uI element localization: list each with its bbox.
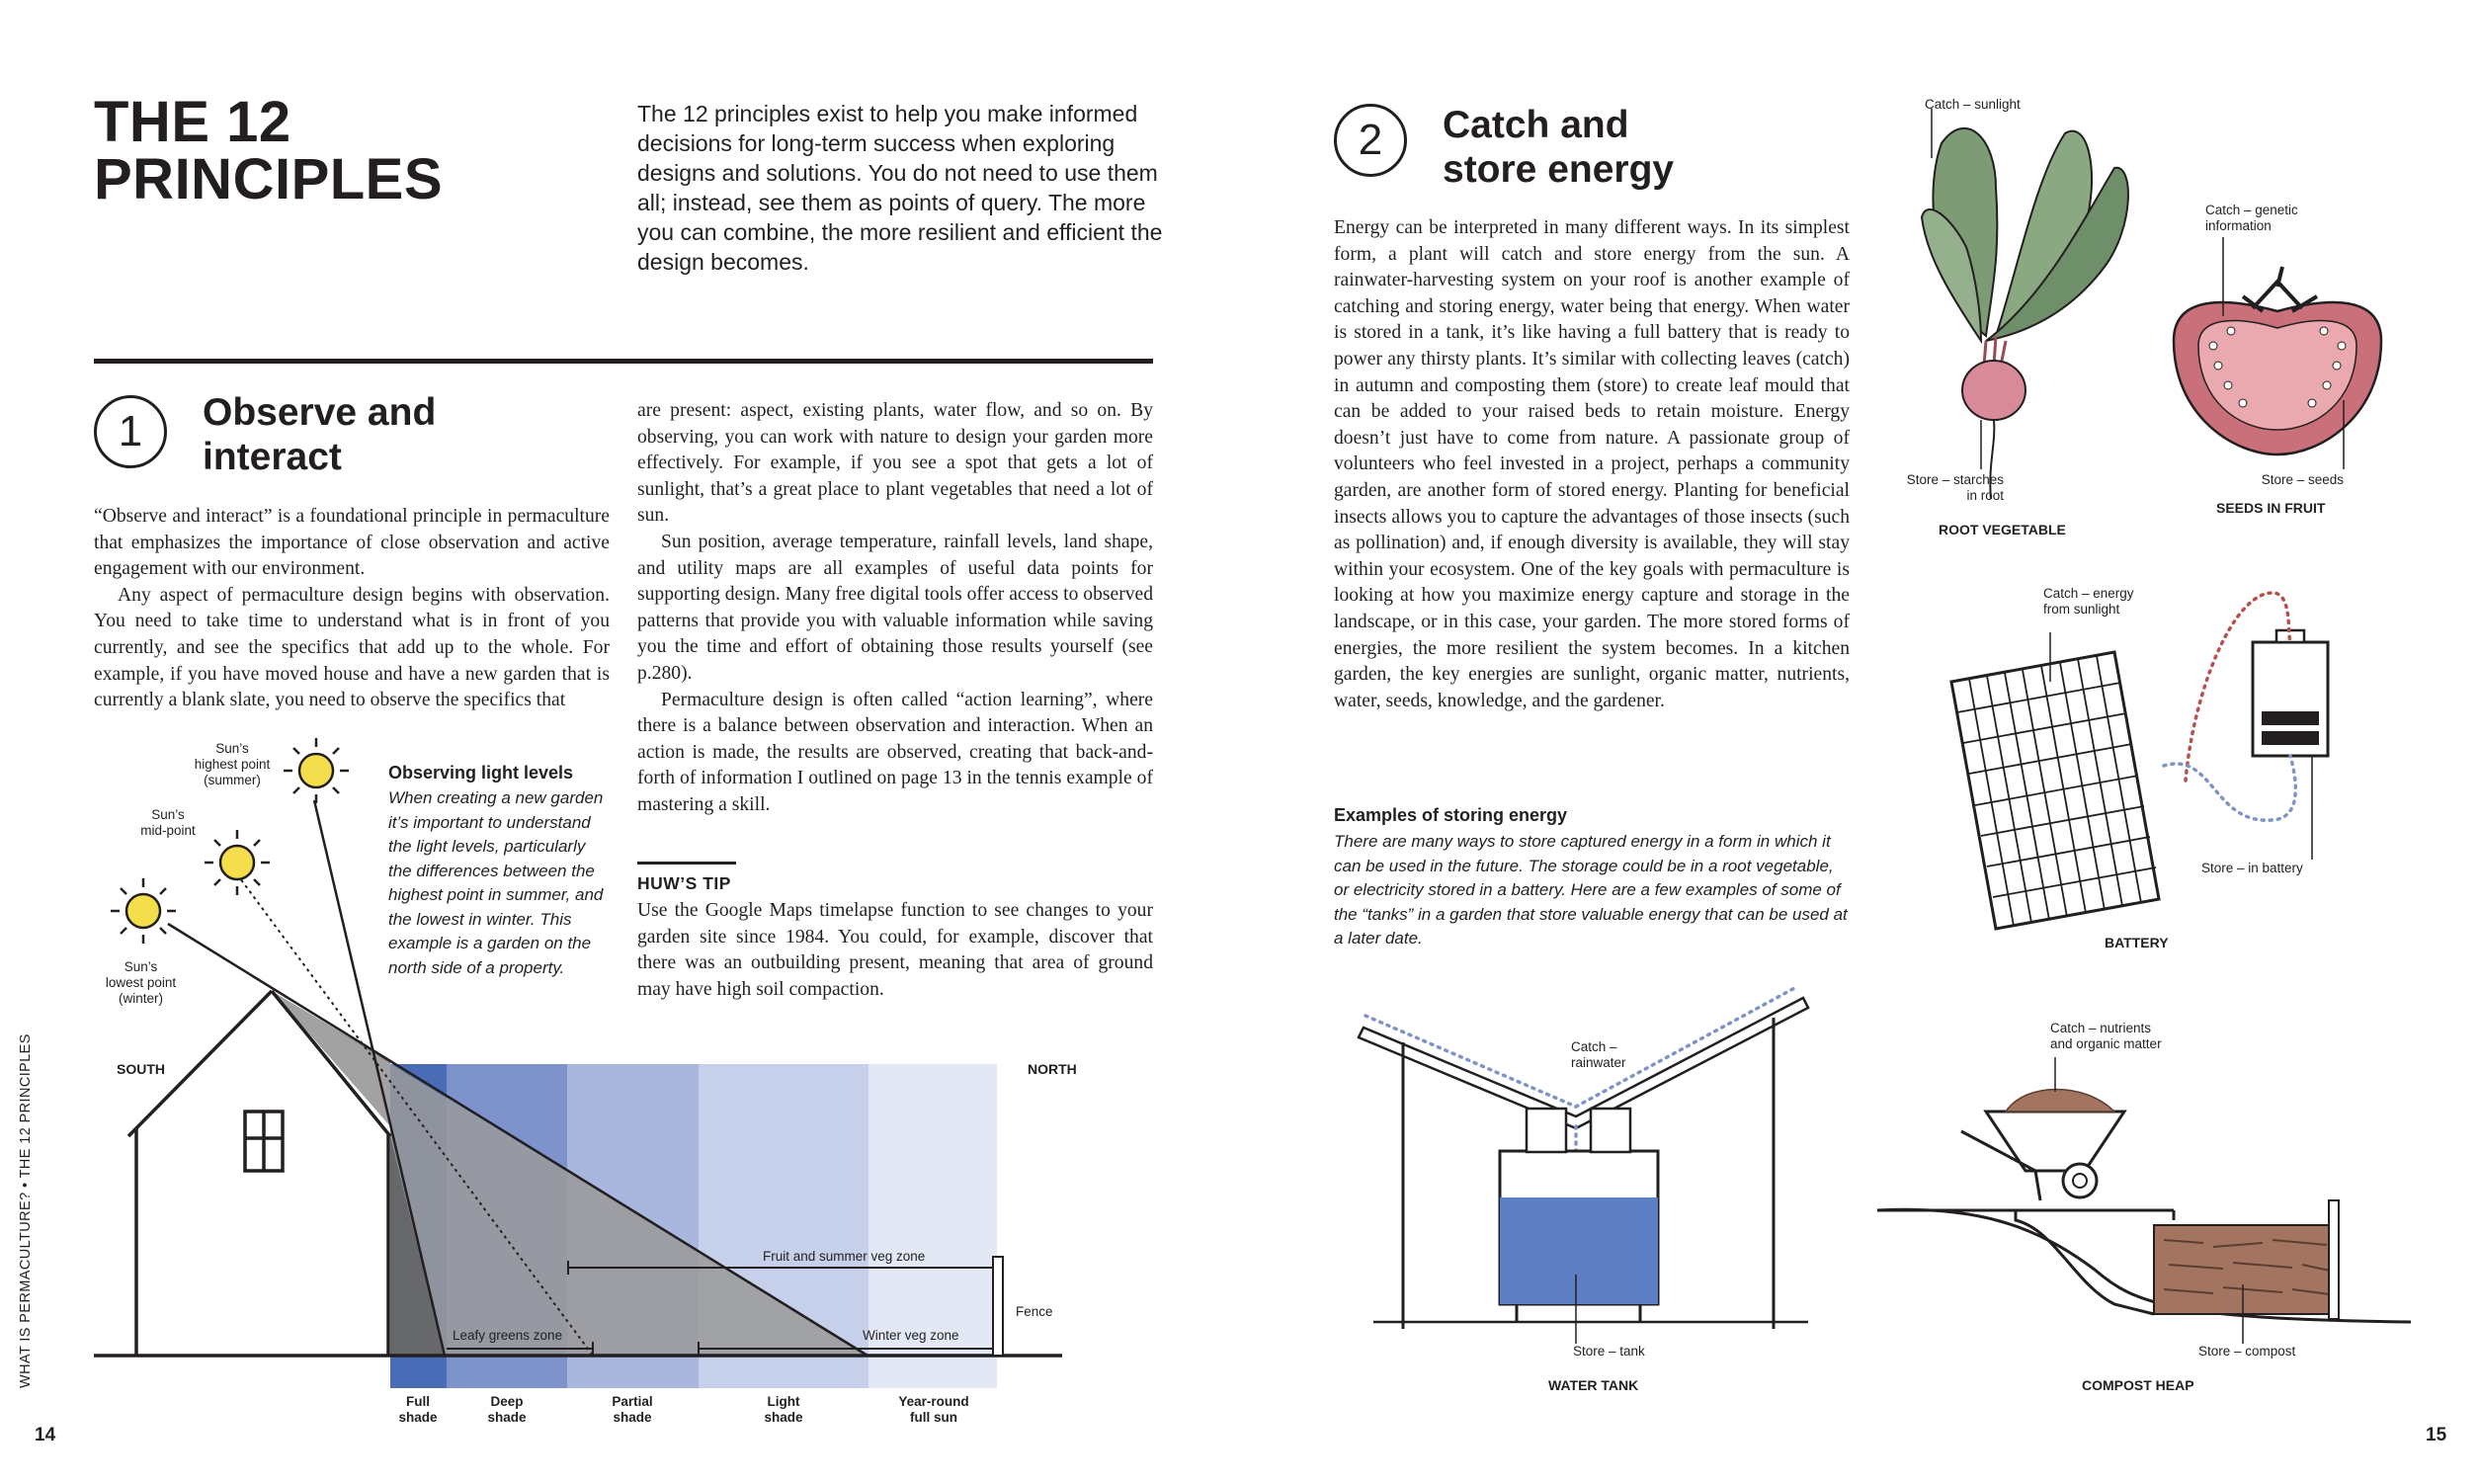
principle-body: Energy can be interpreted in many different ways. In its simplest form, a plant will catch and store energy from the sun. A rainwater-harvesting system on your roof is another example of catching and storing energy, water being that energy. When water is stored in a tank, it’s like having a full battery that is ready to power any thirsty plants. It’s similar with collecting leaves (catch) in autumn and composting them (store) to create leaf mould that can be added to your raised beds to retain moisture. Energy doesn’t just have to come from nature. A passionate group of volunteers who feel invested in a project, perhaps a community garden, are another form of stored energy. Planting for beneficial insects allows you to capture the advantages of those insects (such as pollination) and, if enough diversity is available, they will stay within your ecosystem. One of the key goals with permaculture is looking at how you maximize energy capture and storage in the landscape, or in this case, your garden. The more stored forms of energies, the more resilient the system becomes. In a kitchen garden, the key energies are sunlight, organic matter, nutrients, water, seeds, knowledge, and the gardener. (1334, 217, 1850, 711)
compost-catch-label: Catch – nutrients and organic matter (2050, 1021, 2162, 1051)
principle-title: Observe and interact (203, 391, 437, 478)
tomato-icon (2174, 267, 2381, 454)
full-sun-label: Year-round full sun (898, 1394, 969, 1425)
caption-heading: Observing light levels (388, 763, 574, 783)
partial-shade-label: Partial shade (612, 1394, 653, 1425)
tank-catch-label: Catch – rainwater (1571, 1039, 1626, 1070)
body-paragraph: are present: aspect, existing plants, water flow, and so on. By observing, you can work with nature to design your garden more effectively. For example, if you see a spot that gets a lot of sunlight, that’s a great place to plant vegetables that need a lot of sun. (637, 400, 1153, 527)
seeds-store-label: Store – seeds (2261, 472, 2344, 487)
examples-heading: Examples of storing energy (1334, 805, 1568, 825)
principle-number: 2 (1358, 116, 1383, 164)
fruit-zone-label: Fruit and summer veg zone (763, 1249, 926, 1264)
battery-icon (2253, 630, 2328, 756)
page-number-right: 15 (2426, 1425, 2447, 1445)
caption-text: When creating a new garden it’s important to understand the light levels, particularly the differences between the highest point in summer, and the lowest in winter. This example is a garden on the north side of a property. (388, 788, 604, 977)
compost-heap-icon (1877, 1090, 2411, 1323)
sun-highest-label: Sun’s highest point (summer) (194, 741, 271, 787)
root-vegetable-title: ROOT VEGETABLE (1939, 522, 2066, 537)
water-tank-icon (1359, 986, 1808, 1329)
seeds-catch-label: Catch – genetic information (2205, 203, 2298, 233)
tip-heading: HUW’S TIP (637, 873, 731, 893)
sun-lowest-label: Sun’s lowest point (winter) (105, 959, 177, 1006)
root-catch-label: Catch – sunlight (1925, 97, 2021, 112)
beetroot-icon (1922, 128, 2128, 499)
tip-text: Use the Google Maps timelapse function to see changes to your garden site since 1984. You could, for example, discover that there was an outbuilding present, meaning that area of ground may have high soil compaction. (637, 900, 1153, 1000)
body-paragraph: Permaculture design is often called “action learning”, where there is a balance between observation and interaction. When an action is made, the results are observed, creating that back-and-forth of information I outlined on page 13 in the tennis example of mastering a skill. (637, 689, 1153, 815)
compost-store-label: Store – compost (2198, 1344, 2296, 1359)
battery-title: BATTERY (2105, 935, 2169, 950)
body-paragraph: Sun position, average temperature, rainfall levels, land shape, and utility maps are all examples of useful data points for supporting design. Many free digital tools offer access to observed patterns that provide you with valuable information while saving you the time and effort of obtaining those results yourself (see p.280). (637, 531, 1154, 684)
compost-heap-title: COMPOST HEAP (2082, 1377, 2194, 1393)
negative-wire (2164, 756, 2295, 820)
light-shade-label: Light shade (764, 1394, 803, 1425)
running-head: WHAT IS PERMACULTURE? • THE 12 PRINCIPLES (18, 1033, 34, 1388)
page-title: THE 12 PRINCIPLES (94, 90, 444, 211)
seeds-in-fruit-title: SEEDS IN FRUIT (2216, 500, 2326, 516)
battery-catch-label: Catch – energy from sunlight (2043, 586, 2134, 617)
winter-zone-label: Winter veg zone (863, 1328, 959, 1343)
fence-label: Fence (1016, 1304, 1053, 1319)
north-label: NORTH (1028, 1061, 1077, 1077)
body-paragraph: Any aspect of permaculture design begins with observation. You need to take time to understand what is in front of you currently, and see the specifics that add up to the whole. For example, if you have moved house and have a new garden that is currently a blank slate, you need to observe the specifics that (94, 584, 610, 711)
battery-store-label: Store – in battery (2201, 861, 2303, 875)
principle-number: 1 (118, 407, 143, 455)
principle-title: Catch and store energy (1443, 104, 1675, 191)
examples-text: There are many ways to store captured energy in a form in which it can be used in the future. The storage could be in a root vegetable, or electricity stored in a battery. Here are a few examples of some of the “tanks” in a garden that store valuable energy that can be used at a later date. (1334, 832, 1848, 948)
water-tank-title: WATER TANK (1548, 1377, 1639, 1393)
page-number-left: 14 (35, 1425, 56, 1445)
sun-mid-label: Sun’s mid-point (140, 807, 196, 838)
leafy-zone-label: Leafy greens zone (453, 1328, 563, 1343)
deep-shade-label: Deep shade (487, 1394, 527, 1425)
solar-panel-icon (1951, 652, 2159, 929)
root-store-label: Store – starches in root (1906, 472, 2004, 503)
body-paragraph: “Observe and interact” is a foundational principle in permaculture that emphasizes the importance of close observation and active engagement with our environment. (94, 506, 610, 580)
intro-paragraph: The 12 principles exist to help you make informed decisions for long-term success when exploring designs and solutions. You do not need to use them all; instead, see them as points of query. The more you can combine, the more resilient and efficient the design becomes. (637, 101, 1163, 275)
full-shade-label: Full shade (398, 1394, 438, 1425)
tank-store-label: Store – tank (1573, 1344, 1645, 1359)
south-label: SOUTH (117, 1061, 165, 1077)
